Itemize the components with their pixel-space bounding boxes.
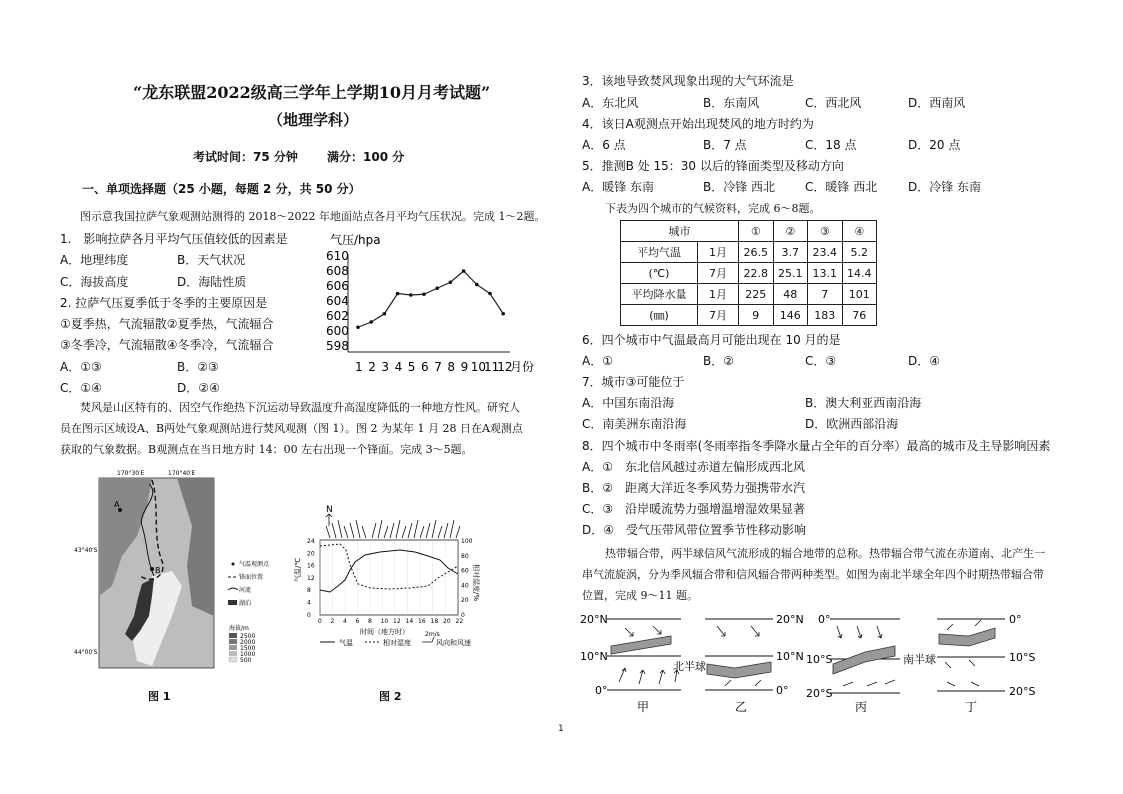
wind-barb bbox=[384, 526, 388, 538]
wind-barb bbox=[444, 523, 448, 538]
table-cell: 3.7 bbox=[773, 242, 808, 263]
pressure-point bbox=[383, 312, 387, 316]
q8-stem: 8．四个城市中冬雨率(冬雨率指冬季降水量占全年的百分率）最高的城市及主导影响因素 bbox=[582, 439, 1051, 453]
pressure-xtick: 1 bbox=[355, 360, 363, 374]
table-cell: 23.4 bbox=[808, 242, 843, 263]
pressure-ytick: 602 bbox=[326, 309, 349, 323]
pressure-ytick: 598 bbox=[326, 339, 349, 353]
wind-barb bbox=[372, 523, 376, 538]
legend-wind: 风向和风速 bbox=[436, 639, 471, 647]
pressure-point bbox=[435, 286, 439, 290]
ding-lat-eq: 0° bbox=[1009, 613, 1022, 626]
fig2-x-tick: 12 bbox=[393, 618, 401, 625]
intro-foehn-line2: 员在图示区域设A、B两处气象观测站进行焚风观测（图 1）。图 2 为某年 1 月 28 日在A观测点 bbox=[60, 422, 523, 435]
elev-swatch-500 bbox=[229, 657, 237, 662]
pressure-point bbox=[356, 325, 360, 329]
bing-lat-10s: 10°S bbox=[806, 653, 833, 666]
elevation-title: 海拔/m bbox=[229, 625, 249, 632]
exam-time: 考试时间：75 分钟 bbox=[193, 150, 298, 164]
pressure-point bbox=[396, 292, 400, 296]
pressure-point bbox=[369, 320, 373, 324]
fig1-lon2: 170°40′E bbox=[168, 470, 196, 477]
pressure-ylabel: 气压/hpa bbox=[330, 233, 381, 247]
fig2-x-tick: 8 bbox=[368, 618, 372, 625]
pressure-point bbox=[501, 312, 505, 316]
fig2-left-tick: 12 bbox=[307, 574, 315, 582]
yi-label: 乙 bbox=[735, 700, 748, 714]
pressure-xunit: 月份 bbox=[510, 360, 535, 374]
fig2-right-tick: 40 bbox=[461, 582, 469, 590]
ding-lat-10s: 10°S bbox=[1009, 651, 1036, 664]
fig2-x-tick: 18 bbox=[430, 618, 439, 625]
fig2-left-tick: 0 bbox=[307, 611, 311, 619]
q8-option-c: C．③ 沿岸暖流势力强增温增湿效果显著 bbox=[582, 502, 806, 516]
legend-station: 气温观测点 bbox=[239, 561, 270, 568]
fig2-x-tick: 2 bbox=[330, 618, 335, 625]
legend-temp: 气温 bbox=[339, 639, 353, 647]
wind-barb bbox=[414, 520, 418, 538]
q5-option-b: B．冷锋 西北 bbox=[703, 180, 776, 194]
pressure-xtick: 2 bbox=[368, 360, 376, 374]
north-arrow-icon bbox=[326, 514, 332, 526]
pressure-xtick: 5 bbox=[407, 360, 416, 374]
jia-wind-arrows bbox=[619, 626, 679, 684]
fig2-right-tick: 20 bbox=[461, 597, 469, 605]
jia-lat-20n: 20°N bbox=[580, 613, 608, 626]
legend-lake-icon bbox=[228, 600, 237, 605]
month-jul: 7月 bbox=[698, 305, 739, 326]
pressure-point bbox=[409, 293, 413, 297]
elev-swatch-2000 bbox=[229, 639, 237, 644]
row-temp-unit: (℃) bbox=[621, 263, 698, 284]
itcz-panel-jia bbox=[580, 613, 681, 714]
intro-foehn-line1: 焚风是山区特有的、因空气作绝热下沉运动导致温度升高湿度降低的一种地方性风。研究人 bbox=[80, 401, 520, 414]
wind-barb bbox=[402, 526, 406, 538]
pressure-chart bbox=[300, 228, 550, 378]
fig2-ylabel-left: 气温/℃ bbox=[294, 557, 302, 582]
figure2-chart bbox=[290, 500, 490, 650]
q3-option-d: D．西南风 bbox=[908, 96, 966, 110]
legend-river-icon bbox=[228, 588, 238, 590]
yi-lat-eq: 0° bbox=[776, 684, 789, 697]
pressure-ytick: 610 bbox=[326, 249, 349, 263]
pressure-xtick: 10 bbox=[470, 360, 487, 374]
jia-lat-10n: 10°N bbox=[580, 650, 608, 663]
q2-statement-2: ③冬季冷，气流辐散④冬季冷，气流辐合 bbox=[60, 338, 274, 352]
table-header-city2: ② bbox=[773, 221, 808, 242]
table-header-city: 城市 bbox=[621, 221, 739, 242]
q3-stem: 3．该地导致焚风现象出现的大气环流是 bbox=[582, 74, 794, 88]
table-cell: 101 bbox=[842, 284, 877, 305]
ding-wind-arrows bbox=[945, 620, 981, 686]
wind-barb bbox=[408, 523, 412, 538]
q2-statement-1: ①夏季热，气流辐散②夏季热，气流辐合 bbox=[60, 317, 274, 331]
q6-stem: 6．四个城市中气温最高月可能出现在 10 月的是 bbox=[582, 333, 841, 347]
station-a-label: A bbox=[114, 500, 120, 509]
pressure-ytick: 608 bbox=[326, 264, 349, 278]
bing-lat-20s: 20°S bbox=[806, 687, 833, 700]
q8-option-a: A．① 东北信风越过赤道左偏形成西北风 bbox=[582, 460, 805, 474]
q7-option-c: C．南美洲东南沿海 bbox=[582, 417, 687, 431]
legend-front: 锋面位置 bbox=[239, 574, 264, 581]
row-rain-label: 平均降水量 bbox=[621, 284, 698, 305]
pressure-ytick: 604 bbox=[326, 294, 349, 308]
figure1-map bbox=[74, 466, 292, 676]
intro-itcz-line1: 热带辐合带，两半球信风气流形成的辐合地带的总称。热带辐合带气流在赤道南、北产生一 bbox=[605, 547, 1045, 560]
elev-1000: 1000 bbox=[240, 651, 256, 658]
month-jul: 7月 bbox=[698, 263, 739, 284]
fig2-x-tick: 22 bbox=[455, 618, 464, 625]
q5-stem: 5．推测B 处 15：30 以后的锋面类型及移动方向 bbox=[582, 159, 844, 173]
row-temp-label: 平均气温 bbox=[621, 242, 698, 263]
pressure-ytick: 600 bbox=[326, 324, 349, 338]
q7-stem: 7．城市③可能位于 bbox=[582, 375, 685, 389]
q6-option-c: C．③ bbox=[805, 354, 837, 368]
fig2-x-tick: 16 bbox=[418, 618, 426, 625]
q6-option-a: A．① bbox=[582, 354, 613, 368]
intro-foehn-line3: 获取的气象数据。B观测点在当日地方时 14：00 左右出现一个锋面。完成 3～5题。 bbox=[60, 443, 473, 456]
wind-barb bbox=[390, 523, 394, 538]
fig2-ylabel-right: 相对湿度/% bbox=[472, 564, 480, 602]
table-cell: 13.1 bbox=[808, 263, 843, 284]
pressure-point bbox=[475, 283, 479, 287]
month-jan: 1月 bbox=[698, 242, 739, 263]
pressure-xtick: 4 bbox=[394, 360, 403, 374]
fig1-lon1: 170°30′E bbox=[117, 470, 145, 477]
intro-itcz-line2: 串气流旋涡，分为季风辐合带和信风辐合带两种类型。如图为南北半球全年四个时期热带辐合带 bbox=[582, 568, 1044, 581]
q4-option-a: A．6 点 bbox=[582, 138, 626, 152]
wind-barb bbox=[438, 526, 442, 538]
fig2-x-tick: 4 bbox=[343, 618, 347, 625]
pressure-point bbox=[488, 292, 492, 296]
q7-option-b: B．澳大利亚西南沿海 bbox=[805, 396, 922, 410]
wind-barb bbox=[338, 520, 342, 538]
wind-barb bbox=[450, 520, 454, 538]
table-cell: 48 bbox=[773, 284, 808, 305]
bing-label: 丙 bbox=[855, 700, 868, 714]
yi-itcz-band bbox=[707, 662, 771, 678]
bing-itcz-band bbox=[833, 646, 895, 674]
itcz-panel-bing bbox=[806, 613, 936, 714]
table-cell: 14.4 bbox=[842, 263, 877, 284]
figure2-caption: 图 2 bbox=[379, 690, 402, 703]
q1-stem: 1. 影响拉萨各月平均气压值较低的因素是 bbox=[60, 232, 288, 246]
table-cell: 9 bbox=[739, 305, 774, 326]
itcz-panel-ding bbox=[937, 613, 1035, 714]
table-header-city3: ③ bbox=[808, 221, 843, 242]
table-cell: 25.1 bbox=[773, 263, 808, 284]
month-jan: 1月 bbox=[698, 284, 739, 305]
wind-barb bbox=[356, 520, 360, 538]
fig2-left-tick: 24 bbox=[307, 538, 315, 545]
yi-lat-10n: 10°N bbox=[776, 650, 804, 663]
pressure-xtick: 9 bbox=[460, 360, 469, 374]
fig2-x-tick: 6 bbox=[355, 618, 360, 625]
pressure-line bbox=[358, 271, 503, 327]
section-heading: 一、单项选择题（25 小题，每题 2 分，共 50 分） bbox=[82, 182, 361, 196]
elev-swatch-2500 bbox=[229, 633, 237, 638]
q4-stem: 4．该日A观测点开始出现焚风的地方时约为 bbox=[582, 117, 814, 131]
fig2-right-tick: 100 bbox=[461, 538, 473, 545]
fig2-right-tick: 0 bbox=[461, 612, 465, 619]
table-header-city1: ① bbox=[739, 221, 774, 242]
table-header-city4: ④ bbox=[842, 221, 877, 242]
fig2-x-tick: 20 bbox=[443, 618, 451, 625]
wind-barb bbox=[326, 526, 330, 538]
bing-lat-eq: 0° bbox=[818, 613, 831, 626]
table-cell: 76 bbox=[842, 305, 877, 326]
q1-option-b: B．天气状况 bbox=[177, 253, 246, 267]
elev-2500: 2500 bbox=[240, 633, 256, 640]
table-cell: 26.5 bbox=[739, 242, 774, 263]
q8-option-d: D．④ 受气压带风带位置季节性移动影响 bbox=[582, 523, 806, 537]
pressure-xtick: 12 bbox=[497, 360, 513, 374]
wind-barb bbox=[426, 523, 430, 538]
temperature-line bbox=[320, 550, 458, 592]
jia-itcz-band bbox=[611, 636, 671, 654]
pressure-xtick: 3 bbox=[381, 360, 390, 374]
elev-500: 500 bbox=[240, 657, 252, 664]
legend-river: 河流 bbox=[239, 587, 252, 594]
climate-table bbox=[620, 220, 877, 326]
q6-option-d: D．④ bbox=[908, 354, 940, 368]
jia-label: 甲 bbox=[637, 700, 650, 714]
fig2-right-tick: 80 bbox=[461, 552, 469, 560]
pressure-point bbox=[449, 280, 453, 284]
q3-option-b: B．东南风 bbox=[703, 96, 760, 110]
row-rain-unit: (㎜) bbox=[621, 305, 698, 326]
wind-barb bbox=[362, 526, 366, 538]
wind-barb bbox=[420, 526, 424, 538]
legend-rh: 相对湿度 bbox=[383, 639, 411, 647]
q4-option-d: D．20 点 bbox=[908, 138, 961, 152]
q3-option-a: A．东北风 bbox=[582, 96, 639, 110]
pressure-xtick: 11 bbox=[484, 360, 500, 374]
q1-option-d: D．海陆性质 bbox=[177, 275, 247, 289]
fig2-x-tick: 14 bbox=[405, 618, 414, 625]
legend-lake: 湖泊 bbox=[239, 600, 252, 607]
q6-option-b: B．② bbox=[703, 354, 734, 368]
table-cell: 22.8 bbox=[739, 263, 774, 284]
intro-itcz-line3: 位置，完成 9～11 题。 bbox=[582, 589, 698, 602]
pressure-xtick: 8 bbox=[447, 360, 456, 374]
wind-barb bbox=[396, 520, 400, 538]
wind-barb bbox=[344, 526, 348, 538]
fig1-lat2: 44°00′S bbox=[74, 649, 98, 656]
fig2-x-tick: 0 bbox=[318, 618, 322, 625]
intro-pressure: 图示意我国拉萨气象观测站测得的 2018～2022 年地面站点各月平均气压状况。完成 1～2题。 bbox=[80, 210, 546, 223]
pressure-point bbox=[422, 292, 426, 296]
intro-climate: 下表为四个城市的气候资料，完成 6～8题。 bbox=[605, 202, 821, 215]
wind-barb bbox=[378, 520, 382, 538]
q4-option-b: B．7 点 bbox=[703, 138, 747, 152]
q3-option-c: C．西北风 bbox=[805, 96, 862, 110]
q2-option-d: D．②④ bbox=[177, 381, 220, 395]
itcz-diagram bbox=[575, 608, 1065, 718]
q5-option-c: C．暖锋 西北 bbox=[805, 180, 878, 194]
table-cell: 183 bbox=[808, 305, 843, 326]
ding-itcz-band bbox=[939, 628, 995, 646]
pressure-point bbox=[462, 269, 466, 273]
pressure-ytick: 606 bbox=[326, 279, 349, 293]
wind-barb bbox=[456, 526, 460, 538]
q2-option-c: C．①④ bbox=[60, 381, 102, 395]
pressure-xtick: 7 bbox=[434, 360, 442, 374]
elev-2000: 2000 bbox=[240, 639, 256, 646]
label-north-hemisphere: 北半球 bbox=[673, 660, 706, 673]
table-cell: 7 bbox=[808, 284, 843, 305]
fig2-xlabel: 时间（地方时） bbox=[360, 628, 409, 636]
ding-lat-20s: 20°S bbox=[1009, 685, 1036, 698]
legend-station-icon bbox=[232, 563, 235, 566]
label-south-hemisphere: 南半球 bbox=[903, 653, 936, 666]
q2-option-b: B．②③ bbox=[177, 360, 219, 374]
fig2-left-tick: 4 bbox=[307, 599, 311, 607]
fig2-north: N bbox=[326, 505, 333, 515]
wind-barb bbox=[332, 523, 336, 538]
ding-label: 丁 bbox=[965, 700, 978, 714]
table-cell: 5.2 bbox=[842, 242, 877, 263]
fig2-left-tick: 20 bbox=[307, 550, 315, 558]
itcz-panel-yi bbox=[673, 613, 804, 714]
legend-wind-unit: 2m/s bbox=[425, 631, 440, 638]
q2-option-a: A．①③ bbox=[60, 360, 102, 374]
table-cell: 146 bbox=[773, 305, 808, 326]
q5-option-d: D．冷锋 东南 bbox=[908, 180, 982, 194]
q4-option-c: C．18 点 bbox=[805, 138, 857, 152]
yi-lat-20n: 20°N bbox=[776, 613, 804, 626]
fig1-lat1: 43°40′S bbox=[74, 547, 98, 554]
table-cell: 225 bbox=[739, 284, 774, 305]
station-b-dot bbox=[150, 567, 154, 571]
fig2-left-tick: 16 bbox=[307, 562, 315, 570]
elev-swatch-1500 bbox=[229, 645, 237, 650]
page-number: 1 bbox=[558, 724, 564, 734]
elev-1500: 1500 bbox=[240, 645, 256, 652]
q7-option-a: A．中国东南沿海 bbox=[582, 396, 675, 410]
subject-title: （地理学科） bbox=[268, 111, 359, 129]
fig2-right-tick: 60 bbox=[461, 567, 469, 575]
station-b-label: B bbox=[155, 566, 161, 575]
wind-barb bbox=[432, 520, 436, 538]
q1-option-c: C．海拔高度 bbox=[60, 275, 129, 289]
fig2-left-tick: 8 bbox=[307, 587, 311, 595]
q5-option-a: A．暖锋 东南 bbox=[582, 180, 655, 194]
q8-option-b: B．② 距离大洋近冬季风势力强携带水汽 bbox=[582, 481, 805, 495]
q2-stem: 2. 拉萨气压夏季低于冬季的主要原因是 bbox=[60, 296, 268, 310]
figure1-caption: 图 1 bbox=[148, 690, 171, 703]
jia-lat-eq: 0° bbox=[595, 684, 608, 697]
fig2-x-tick: 10 bbox=[380, 618, 389, 625]
elev-swatch-1000 bbox=[229, 651, 237, 656]
q1-option-a: A．地理纬度 bbox=[60, 253, 129, 267]
exam-title: “龙东联盟2022级高三学年上学期10月月考试题” bbox=[133, 83, 491, 102]
wind-barb bbox=[350, 523, 354, 538]
q7-option-d: D．欧洲西部沿海 bbox=[805, 417, 899, 431]
pressure-xtick: 6 bbox=[421, 360, 429, 374]
exam-score: 满分：100 分 bbox=[327, 150, 405, 164]
